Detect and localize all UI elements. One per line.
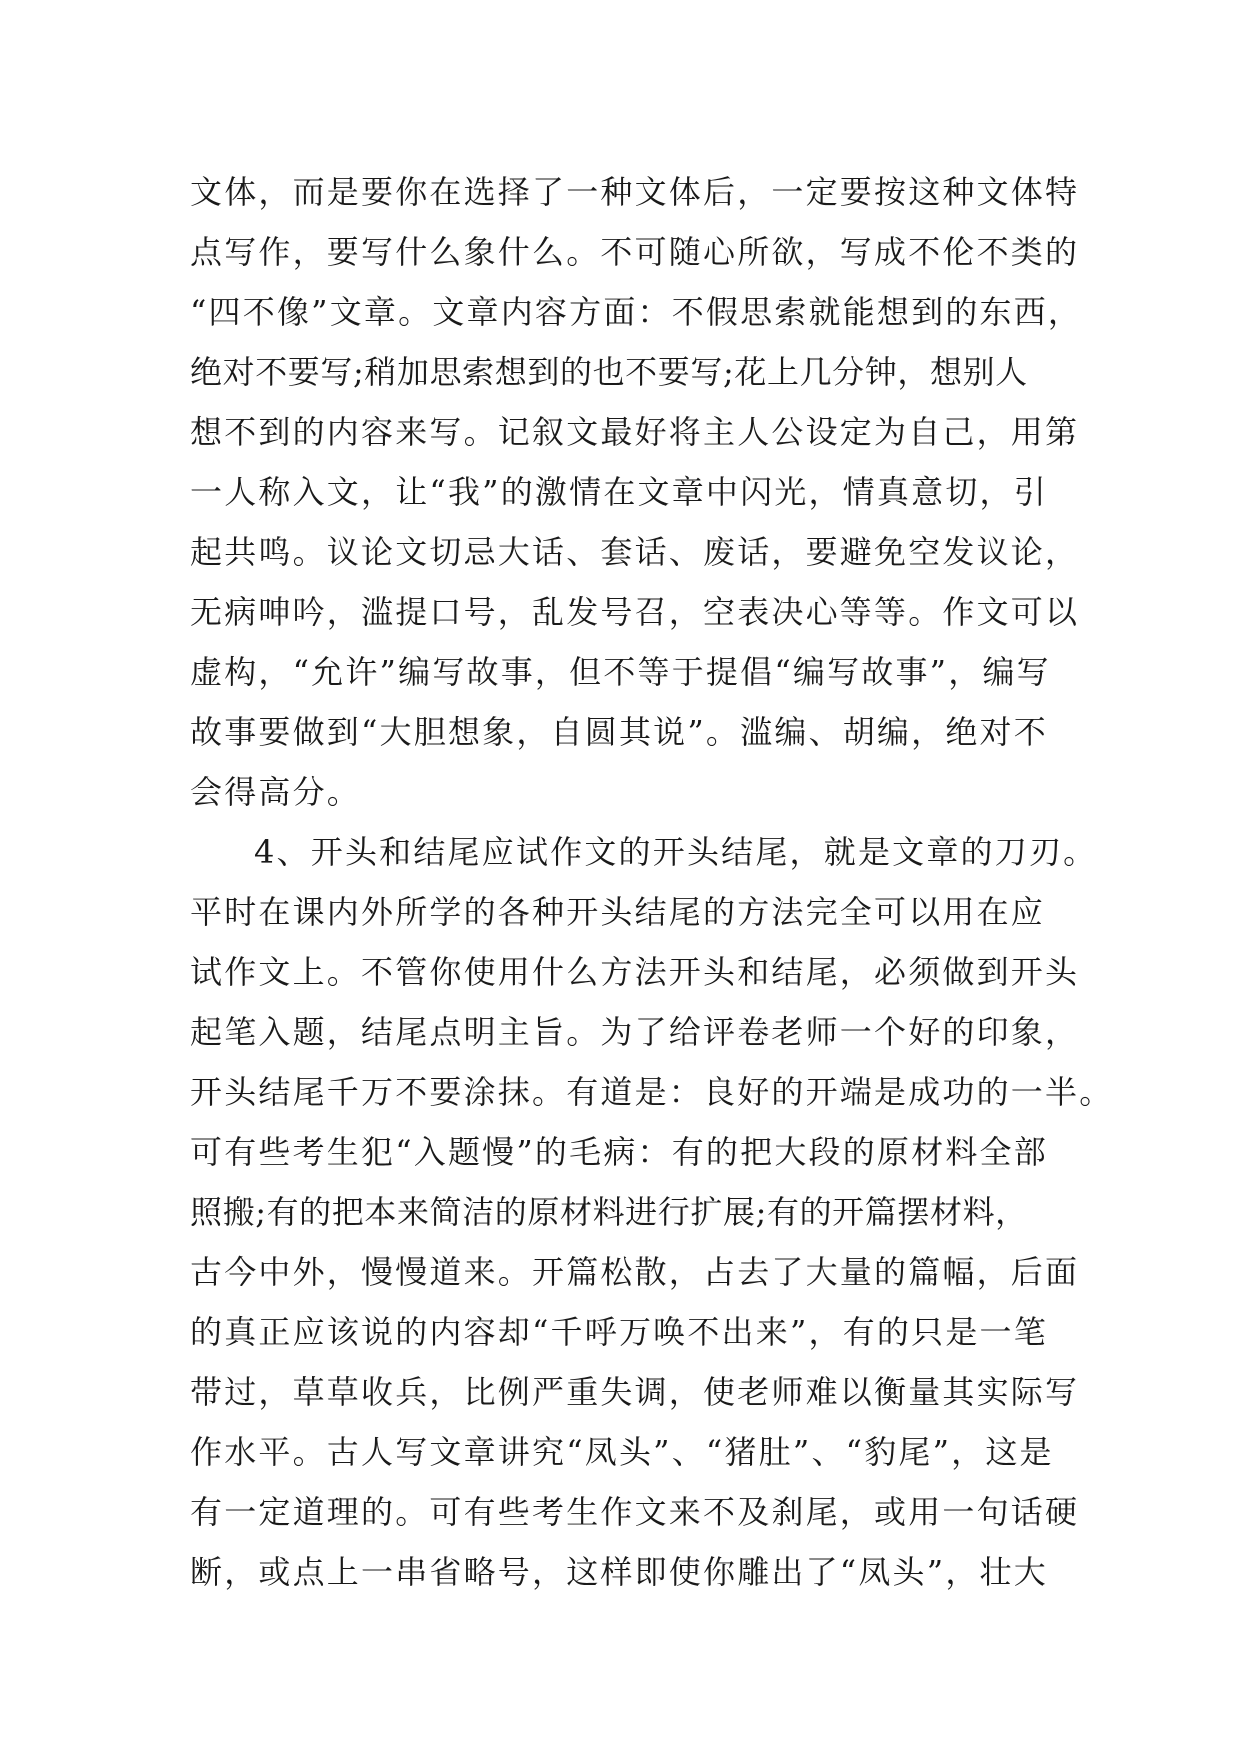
text-line: 文体，而是要你在选择了一种文体后，一定要按这种文体特 — [190, 173, 1080, 211]
text-line: 的真正应该说的内容却“千呼万唤不出来”，有的只是一笔 — [190, 1313, 1048, 1351]
text-line: 一人称入文，让“我”的激情在文章中闪光，情真意切，引 — [190, 473, 1048, 511]
text-line: 故事要做到“大胆想象，自圆其说”。滥编、胡编，绝对不 — [190, 713, 1048, 751]
text-line: 古今中外，慢慢道来。开篇松散，占去了大量的篇幅，后面 — [190, 1253, 1080, 1291]
text-line: 可有些考生犯“入题慢”的毛病：有的把大段的原材料全部 — [190, 1133, 1048, 1171]
text-line: 平时在课内外所学的各种开头结尾的方法完全可以用在应 — [190, 893, 1046, 931]
paragraph-start-line: 4、开头和结尾应试作文的开头结尾，就是文章的刀刃。 — [254, 833, 1098, 871]
text-line: 想不到的内容来写。记叙文最好将主人公设定为自己，用第 — [190, 413, 1080, 451]
text-line: 断，或点上一串省略号，这样即使你雕出了“凤头”，壮大 — [190, 1553, 1048, 1591]
text-line: 点写作，要写什么象什么。不可随心所欲，写成不伦不类的 — [190, 233, 1080, 271]
text-line: 作水平。古人写文章讲究“凤头”、“猪肚”、“豹尾”，这是 — [190, 1433, 1054, 1471]
text-line: “四不像”文章。文章内容方面：不假思索就能想到的东西， — [190, 293, 1083, 331]
text-line: 带过，草草收兵，比例严重失调，使老师难以衡量其实际写 — [190, 1373, 1080, 1411]
text-line: 会得高分。 — [190, 773, 362, 811]
text-line: 起笔入题，结尾点明主旨。为了给评卷老师一个好的印象， — [190, 1013, 1080, 1051]
text-line: 有一定道理的。可有些考生作文来不及刹尾，或用一句话硬 — [190, 1493, 1080, 1531]
text-line: 虚构，“允许”编写故事，但不等于提倡“编写故事”，编写 — [190, 653, 1051, 691]
text-line: 起共鸣。议论文切忌大话、套话、废话，要避免空发议论， — [190, 533, 1080, 571]
text-line: 试作文上。不管你使用什么方法开头和结尾，必须做到开头 — [190, 953, 1080, 991]
text-line: 无病呻吟，滥提口号，乱发号召，空表决心等等。作文可以 — [190, 593, 1080, 631]
text-line: 开头结尾千万不要涂抹。有道是：良好的开端是成功的一半。 — [190, 1073, 1114, 1111]
text-line: 绝对不要写;稍加思索想到的也不要写;花上几分钟，想别人 — [190, 353, 1028, 391]
body-text — [190, 162, 1114, 1602]
text-line: 照搬;有的把本来简洁的原材料进行扩展;有的开篇摆材料， — [190, 1193, 1028, 1231]
